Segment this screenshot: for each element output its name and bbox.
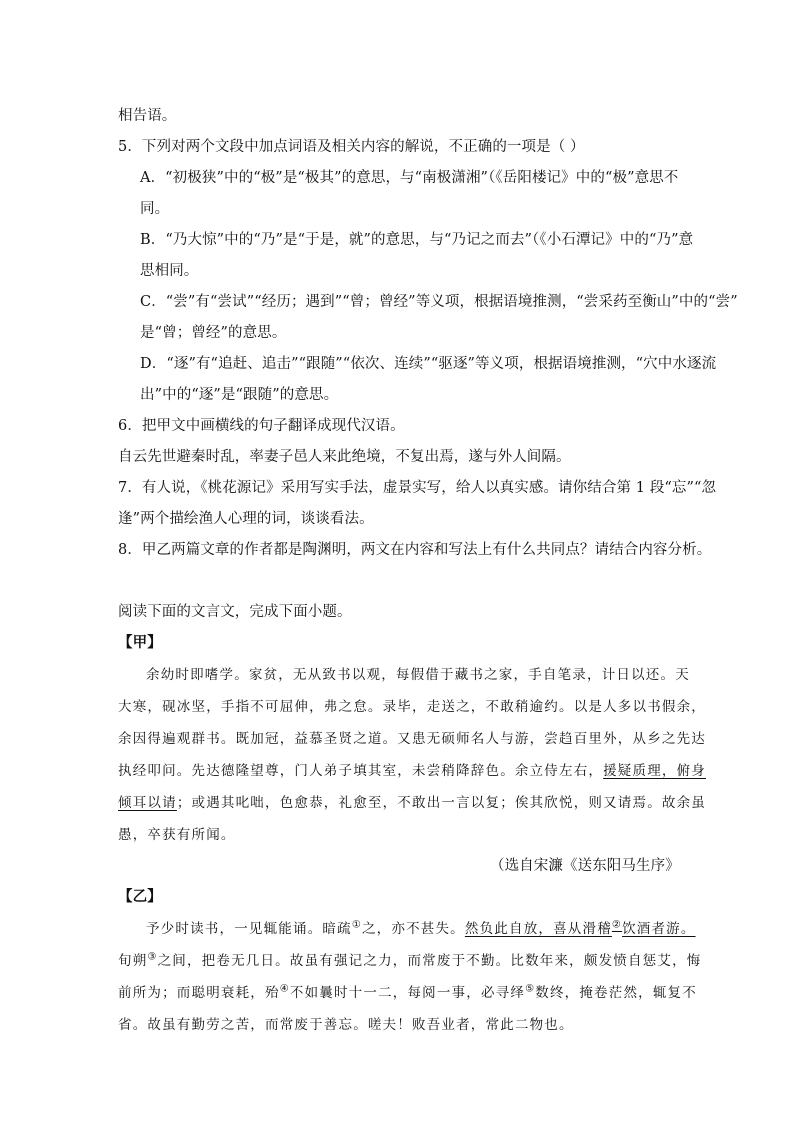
jia-line1: 余幼时即嗜学。家贫，无从致书以观，每假借于藏书之家，手自笔录，计日以还。天 bbox=[146, 667, 690, 683]
passage-yi-heading: 【乙】 bbox=[118, 888, 162, 905]
jia-line2: 大寒，砚冰坚，手指不可屈伸，弗之怠。录毕，走送之，不敢稍逾约。以是人多以书假余， bbox=[118, 699, 706, 715]
q7-line1: 7．有人说，《桃花源记》采用写实手法，虚景实写，给人以真实感。请你结合第 1 段“忘”“忽 bbox=[118, 480, 717, 496]
yi-line3 bbox=[118, 981, 697, 1001]
yi-line1-text-a: 予少时读书，一见辄能诵。暗疏 bbox=[146, 921, 352, 937]
footnote-marker-5: ⑤ bbox=[525, 983, 536, 995]
yi-line1 bbox=[146, 917, 696, 937]
yi-line2-text-a: 旬朔 bbox=[118, 953, 148, 969]
yi-underlined-sentence-a: 然负此自放，喜从滑稽 bbox=[464, 921, 612, 937]
yi-line4: 省。故虽有勤劳之苦，而常废于善忘。嗟夫！败吾业者，常此二物也。 bbox=[118, 1017, 574, 1033]
q5-option-b-line1: B．“乃大惊”中的“乃”是“于是，就”的意思，与“乃记之而去”（《小石潭记》中的“乃”意 bbox=[140, 232, 694, 248]
section2-intro: 阅读下面的文言文，完成下面小题。 bbox=[118, 604, 352, 620]
q5-option-a-line1: A．“初极狭”中的“极”是“极其”的意思，与“南极潇湘”（《岳阳楼记》中的“极”意思不 bbox=[140, 170, 679, 186]
yi-line3-text-c: 数终，掩卷茫然，辄复不 bbox=[535, 985, 697, 1001]
jia-underlined-sentence-part2: 倾耳以请 bbox=[118, 795, 177, 811]
jia-line4-text: 执经叩问。先达德隆望尊，门人弟子填其室，未尝稍降辞色。余立侍左右， bbox=[118, 763, 604, 779]
yi-line2 bbox=[118, 949, 701, 969]
q6-stem: 6．把甲文中画横线的句子翻译成现代汉语。 bbox=[118, 418, 405, 434]
passage-jia-heading: 【甲】 bbox=[118, 634, 162, 651]
q5-option-a-line2: 同。 bbox=[140, 201, 170, 217]
q5-stem: 5．下列对两个文段中加点词语及相关内容的解说，不正确的一项是（ ） bbox=[118, 139, 585, 155]
jia-line4 bbox=[118, 759, 706, 779]
footnote-marker-3: ③ bbox=[147, 951, 158, 963]
jia-line3: 余因得遍观群书。既加冠，益慕圣贤之道。又患无硕师名人与游，尝趋百里外，从乡之先达 bbox=[118, 731, 706, 747]
q7-line2: 逢”两个描绘渔人心理的词，谈谈看法。 bbox=[118, 511, 374, 527]
jia-line6: 愚，卒获有所闻。 bbox=[118, 827, 236, 843]
yi-line3-text-b: 不如曩时十一二，每阅一事，必寻绎 bbox=[289, 985, 526, 1001]
q5-option-d-line1: D．“逐”有“追赶、追击”“跟随”“依次、连续”“驱逐”等义项，根据语境推测，“穴中水逐流 bbox=[140, 356, 717, 372]
jia-line5 bbox=[118, 791, 706, 811]
footnote-marker-1: ① bbox=[351, 919, 362, 931]
q5-option-c-line2: 是“曾；曾经”的意思。 bbox=[140, 325, 287, 341]
yi-line1-text-b: 之，亦不甚失。 bbox=[361, 921, 465, 937]
footnote-marker-4: ④ bbox=[279, 983, 290, 995]
footnote-marker-2: ② bbox=[611, 919, 623, 931]
yi-line2-text-b: 之间，把卷无几日。故虽有强记之力，而常废于不勤。比数年来，颇发愤自惩艾，悔 bbox=[157, 953, 702, 969]
q8-stem: 8．甲乙两篇文章的作者都是陶渊明，两文在内容和写法上有什么共同点？请结合内容分析。 bbox=[118, 542, 712, 558]
yi-line3-text-a: 前所为；而聪明衰耗，殆 bbox=[118, 985, 280, 1001]
jia-line5-text: ；或遇其叱咄，色愈恭，礼愈至，不敢出一言以复；俟其欣悦，则又请焉。故余虽 bbox=[176, 795, 707, 811]
yi-underlined-sentence-b: 饮酒者游。 bbox=[622, 921, 696, 937]
q5-option-b-line2: 思相同。 bbox=[140, 263, 199, 279]
q5-option-c-line1: C．“尝”有“尝试”“经历；遇到”“曾；曾经”等义项，根据语境推测，“尝采药至衡山”中的“尝” bbox=[140, 294, 738, 310]
q6-sentence: 自云先世避秦时乱，率妻子邑人来此绝境，不复出焉，遂与外人间隔。 bbox=[118, 449, 571, 465]
jia-underlined-sentence-part1: 援疑质理，俯身 bbox=[603, 763, 707, 779]
jia-source: （选自宋濂《送东阳马生序》 bbox=[490, 858, 680, 874]
q5-option-d-line2: 出”中的“逐”是“跟随”的意思。 bbox=[140, 387, 339, 403]
q4-tail: 相告语。 bbox=[118, 108, 177, 124]
